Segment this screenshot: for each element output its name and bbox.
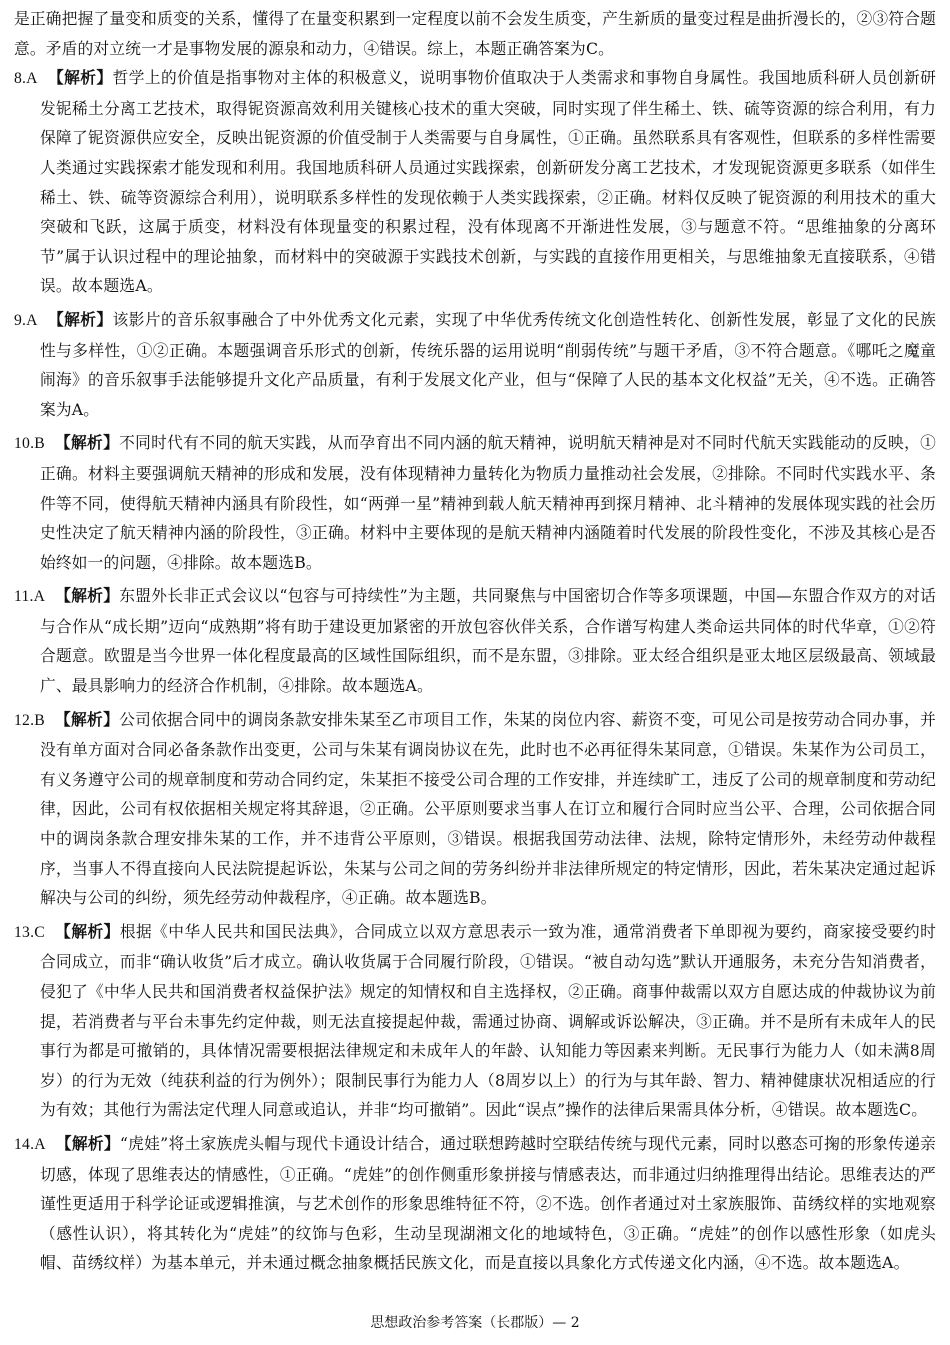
item-text: 哲学上的价值是指事物对主体的积极意义，说明事物价值取决于人类需求和事物自身属性。我国地质科研人员创新研发铌稀土分离工艺技术，取得铌资源高效利用关键核心技术的重大突破，同时实现了伴生稀土、铁、硫等资源的综合利用，有力保障了铌资源供应安全，反映出铌资源的价值受制于人类需要与自身属性，①正确。虽然联系具有客观性，但联系的多样性需要人类通过实践探索才能发现和利用。我国地质科研人员通过实践探索，创新研发分离工艺技术，才发现铌资源更多联系（如伴生稀土、铁、硫等资源综合利用），说明联系多样性的发现依赖于人类实践探索，②正确。材料仅反映了铌资源的利用技术的重大突破和飞跃，这属于质变，材料没有体现量变的积累过程，没有体现离不开渐进性发展，③与题意不符。“思维抽象的分离环节”属于认识过程中的理论抽象，而材料中的突破源于实践技术创新，与实践的直接作用更相关，与思维抽象无直接联系，④错误。故本题选A。	[40, 68, 936, 296]
analysis-tag: 【解析】	[54, 921, 120, 941]
item-number: 9.A	[14, 311, 38, 329]
item-number: 8.A	[14, 70, 38, 88]
answer-item-14	[14, 1129, 936, 1278]
item-text: 不同时代有不同的航天实践，从而孕育出不同内涵的航天精神，说明航天精神是对不同时代航天实践能动的反映，①正确。材料主要强调航天精神的形成和发展，没有体现精神力量转化为物质力量推动社会发展，②排除。不同时代实践水平、条件等不同，使得航天精神内涵具有阶段性，如“两弹一星”精神到载人航天精神再到探月精神、北斗精神的发展体现实践的社会历史性决定了航天精神内涵的阶段性，③正确。材料中主要体现的是航天精神内涵随着时代发展的阶段性变化，不涉及其核心是否始终如一的问题，④排除。故本题选B。	[40, 433, 936, 572]
answer-item-10	[14, 428, 936, 577]
answer-item-12	[14, 705, 936, 913]
page-footer: 思想政治参考答案（长郡版）— 2	[370, 1315, 580, 1331]
item-number: 10.B	[14, 435, 45, 453]
analysis-tag: 【解析】	[55, 586, 120, 606]
item-text: 东盟外长非正式会议以“包容与可持续性”为主题，共同聚焦与中国密切合作等多项课题，中国—东盟合作双方的对话与合作从“成长期”迈向“成熟期”将有助于建设更加紧密的开放包容伙伴关系，合作谱写构建人类命运共同体的时代华章，①②符合题意。欧盟是当今世界一体化程度最高的区域性国际组织，而不是东盟，③排除。亚太经合组织是亚太地区层级最高、领域最广、最具影响力的经济合作机制，④排除。故本题选A。	[40, 586, 936, 696]
answer-item-13	[14, 917, 936, 1125]
item-text: 公司依据合同中的调岗条款安排朱某至乙市项目工作，朱某的岗位内容、薪资不变，可见公司是按劳动合同办事，并没有单方面对合同必备条款作出变更，公司与朱某有调岗协议在先，此时也不必再征得朱某同意，①错误。朱某作为公司员工，有义务遵守公司的规章制度和劳动合同约定，朱某拒不接受公司合理的工作安排，并连续旷工，违反了公司的规章制度和劳动纪律，因此，公司有权依据相关规定将其辞退，②正确。公平原则要求当事人在订立和履行合同时应当公平、合理，公司依据合同中的调岗条款合理安排朱某的工作，并不违背公平原则，③错误。根据我国劳动法律、法规，除特定情形外，未经劳动仲裁程序，当事人不得直接向人民法院提起诉讼，朱某与公司之间的劳务纠纷并非法律所规定的特定情形，因此，若朱某决定通过起诉解决与公司的纠纷，须先经劳动仲裁程序，④正确。故本题选B。	[40, 709, 936, 908]
item-text: 根据《中华人民共和国民法典》，合同成立以双方意思表示一致为准，通常消费者下单即视为要约，商家接受要约时合同成立，而非“确认收货”后才成立。确认收货属于合同履行阶段，①错误。“被自动勾选”默认开通服务，未充分告知消费者，侵犯了《中华人民共和国消费者权益保护法》规定的知情权和自主选择权，②正确。商事仲裁需以双方自愿达成的仲裁协议为前提，若消费者与平台未事先约定仲裁，则无法直接提起仲裁，需通过协商、调解或诉讼解决，③正确。并不是所有未成年人的民事行为都是可撤销的，具体情况需要根据法律规定和未成年人的年龄、认知能力等因素来判断。无民事行为能力人（如未满8周岁）的行为无效（纯获利益的行为例外）；限制民事行为能力人（8周岁以上）的行为与其年龄、智力、精神健康状况相适应的行为有效；其他行为需法定代理人同意或追认，并非“均可撤销”。因此“误点”操作的法律后果需具体分析，④错误。故本题选C。	[40, 921, 936, 1120]
answer-item-8	[14, 63, 936, 301]
analysis-tag: 【解析】	[47, 309, 113, 329]
analysis-tag: 【解析】	[55, 1133, 120, 1153]
item-number: 12.B	[14, 711, 45, 729]
item-number: 14.A	[14, 1135, 46, 1153]
answer-item-11	[14, 581, 936, 700]
item-text: “虎娃”将土家族虎头帽与现代卡通设计结合，通过联想跨越时空联结传统与现代元素，同时以憨态可掬的形象传递亲切感，体现了思维表达的情感性，①正确。“虎娃”的创作侧重形象拼接与情感表达，而非通过归纳推理得出结论。思维表达的严谨性更适用于科学论证或逻辑推演，与艺术创作的形象思维特征不符，②不选。创作者通过对土家族服饰、苗绣纹样的实地观察（感性认识），将其转化为“虎娃”的纹饰与色彩，生动呈现湖湘文化的地域特色，③正确。“虎娃”的创作以感性形象（如虎头帽、苗绣纹样）为基本单元，并未通过概念抽象概括民族文化，而是直接以具象化方式传递文化内涵，④不选。故本题选A。	[40, 1133, 936, 1273]
item-text: 该影片的音乐叙事融合了中外优秀文化元素，实现了中华优秀传统文化创造性转化、创新性发展，彰显了文化的民族性与多样性，①②正确。本题强调音乐形式的创新，传统乐器的运用说明“削弱传统”与题干矛盾，③不符合题意。《哪吒之魔童闹海》的音乐叙事手法能够提升文化产品质量，有利于发展文化产业，但与“保障了人民的基本文化权益”无关，④不选。正确答案为A。	[40, 309, 936, 419]
item-number: 11.A	[14, 588, 46, 606]
analysis-tag: 【解析】	[54, 709, 120, 729]
analysis-tag: 【解析】	[54, 433, 120, 453]
item-number: 13.C	[14, 923, 45, 941]
intro-paragraph: 是正确把握了量变和质变的关系，懂得了在量变积累到一定程度以前不会发生质变，产生新质的量变过程是曲折漫长的，②③符合题意。矛盾的对立统一才是事物发展的源泉和动力，④错误。综上，本题正确答案为C。	[14, 9, 936, 58]
answer-item-9	[14, 305, 936, 424]
analysis-tag: 【解析】	[47, 68, 113, 88]
